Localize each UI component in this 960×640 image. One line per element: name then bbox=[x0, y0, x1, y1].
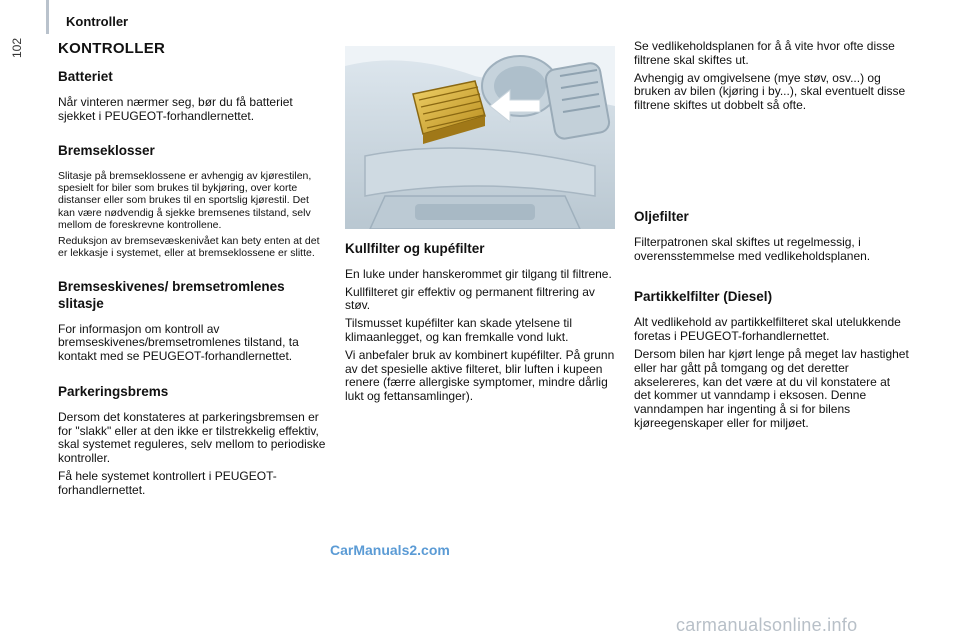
dashboard-drawing bbox=[345, 46, 615, 229]
section-text: Tilsmusset kupéfilter kan skade ytelsene til klimaanlegget, og kan fremkalle vond lukt. bbox=[345, 316, 572, 345]
section-partikkelfilter bbox=[634, 289, 909, 430]
section-text: Slitasje på bremseklossene er avhengig av kjørestilen, spesielt for biler som brukes til bykjøring, over korte distanser eller som brukes til en sportslig kjørestil. Det kan være nødvendig å sjekke bremsenes tilstand, selv mellom de foreskrevne kontrollene. bbox=[58, 170, 312, 231]
section-text: Kullfilteret gir effektiv og permanent filtrering av støv. bbox=[345, 284, 595, 313]
section-text: Vi anbefaler bruk av kombinert kupéfilter. På grunn av det spesielle aktive filteret, blir luften i kupeen renere (færre allergiske symptomer, mindre dårlig lukt og fettansamlinger). bbox=[345, 347, 615, 404]
section-kullfilter bbox=[345, 241, 620, 404]
section-text: Dersom bilen har kjørt lenge på meget lav hastighet eller har gått på tomgang og det deretter akselereres, kan det være at du vil konstatere at det kommer ut vanndamp i eksosen. Denne vanndampen har ingenting å si for bilens kjøreegenskaper eller for miljøet. bbox=[634, 346, 909, 430]
right-column bbox=[634, 40, 909, 451]
middle-column bbox=[345, 40, 620, 424]
section-text: For informasjon om kontroll av bremseskivenes/bremsetromlenes tilstand, ta kontakt med se PEUGEOT-forhandlernettet. bbox=[58, 321, 299, 364]
section-title: Partikkelfilter (Diesel) bbox=[634, 289, 773, 305]
page-number: 102 bbox=[10, 38, 24, 59]
section-text: Reduksjon av bremsevæskenivået kan bety enten at det er lekkasje i systemet, eller at bremseklossene er slitte. bbox=[58, 234, 320, 259]
section-bremseskiver bbox=[58, 279, 328, 364]
section-text: Avhengig av omgivelsene (mye støv, osv...) og bruken av bilen (kjøring i by...), skal eventuelt disse filtrene skiftes ut dobbelt så ofte. bbox=[634, 70, 906, 113]
section-oljefilter bbox=[634, 209, 909, 263]
section-batteriet bbox=[58, 69, 328, 123]
carmanualsonline-watermark: carmanualsonline.info bbox=[676, 615, 858, 635]
running-title: Kontroller bbox=[66, 14, 129, 29]
section-title: Parkeringsbrems bbox=[58, 383, 169, 399]
section-text: Se vedlikeholdsplanen for å å vite hvor ofte disse filtrene skal skiftes ut. bbox=[634, 39, 895, 67]
page-margin-line bbox=[46, 0, 49, 34]
left-column bbox=[58, 40, 328, 518]
page-title: KONTROLLER bbox=[58, 40, 166, 57]
section-parkeringsbrems bbox=[58, 384, 328, 498]
section-title: Batteriet bbox=[58, 69, 113, 84]
section-text: Dersom det konstateres at parkeringsbremsen er for "slakk" eller at den ikke er tilstrekkelig effektiv, skal systemet reguleres, selv mellom to periodiske kontroller. bbox=[58, 409, 326, 466]
section-text: Når vinteren nærmer seg, bør du få batteriet sjekket i PEUGEOT-forhandlernettet. bbox=[58, 94, 293, 123]
section-title: Bremseskivenes/ bremsetromlenes slitasje bbox=[58, 278, 285, 311]
section-title: Oljefilter bbox=[634, 208, 689, 224]
section-title: Kullfilter og kupéfilter bbox=[345, 241, 485, 256]
section-text: En luke under hanskerommet gir tilgang til filtrene. bbox=[345, 266, 612, 281]
carmanuals-watermark-link[interactable]: CarManuals2.com bbox=[330, 542, 450, 558]
section-text: Filterpatronen skal skiftes ut regelmessig, i overensstemmelse med vedlikeholdsplanen. bbox=[634, 234, 871, 263]
section-text: Få hele systemet kontrollert i PEUGEOT-forhandlernettet. bbox=[58, 468, 277, 497]
section-filter-intro bbox=[634, 40, 909, 113]
section-text: Alt vedlikehold av partikkelfilteret skal utelukkende foretas i PEUGEOT-forhandlernettet. bbox=[634, 315, 901, 344]
section-bremseklosser bbox=[58, 143, 328, 258]
section-title: Bremseklosser bbox=[58, 143, 155, 159]
cabin-filter-illustration bbox=[345, 46, 615, 229]
